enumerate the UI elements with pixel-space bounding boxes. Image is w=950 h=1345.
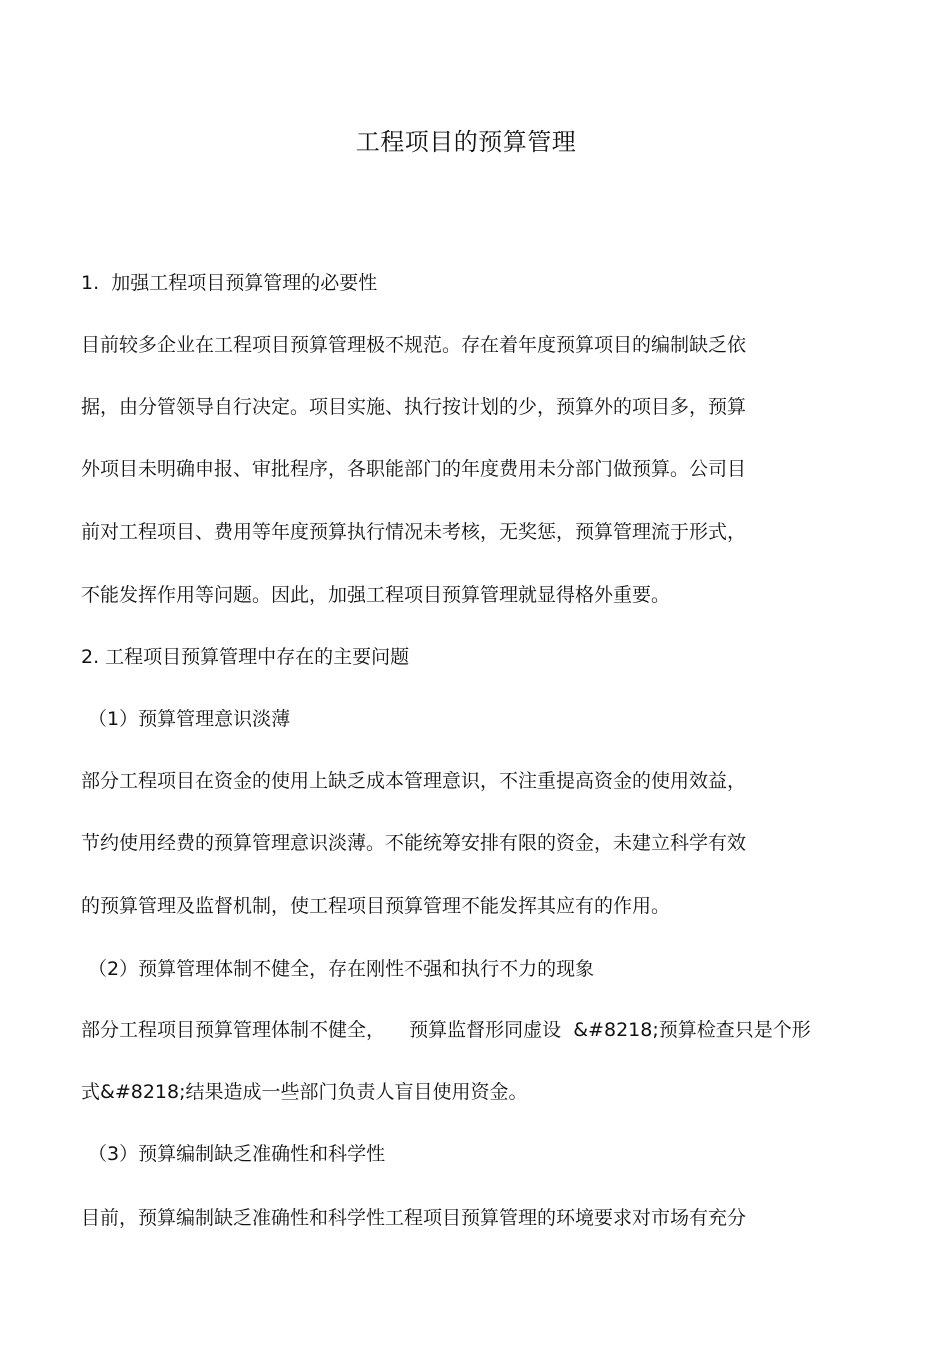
paragraph-line: 节约使用经费的预算管理意识淡薄。不能统筹安排有限的资金，未建立科学有效	[81, 832, 747, 854]
paragraph-line: 不能发挥作用等问题。因此，加强工程项目预算管理就显得格外重要。	[81, 584, 671, 606]
paragraph-line: 目前，预算编制缺乏准确性和科学性工程项目预算管理的环境要求对市场有充分	[81, 1207, 747, 1229]
paragraph-line: 的预算管理及监督机制，使工程项目预算管理不能发挥其应有的作用。	[81, 895, 671, 917]
paragraph-line: 前对工程项目、费用等年度预算执行情况未考核，无奖惩，预算管理流于形式，	[81, 521, 747, 543]
subsection-heading-1: （1）预算管理意识淡薄	[88, 708, 291, 730]
document-title: 工程项目的预算管理	[355, 128, 577, 156]
subsection-heading-3: （3）预算编制缺乏准确性和科学性	[88, 1143, 386, 1165]
section-heading-2: 2. 工程项目预算管理中存在的主要问题	[81, 646, 410, 668]
subsection-heading-2: （2）预算管理体制不健全，存在刚性不强和执行不力的现象	[88, 958, 595, 980]
paragraph-line: 外项目未明确申报、审批程序，各职能部门的年度费用未分部门做预算。公司目	[81, 458, 747, 480]
paragraph-line: 据，由分管领导自行决定。项目实施、执行按计划的少，预算外的项目多，预算	[81, 396, 747, 418]
section-heading-1: 1. 加强工程项目预算管理的必要性	[81, 272, 378, 294]
paragraph-line: 目前较多企业在工程项目预算管理极不规范。存在着年度预算项目的编制缺乏依	[81, 334, 747, 356]
paragraph-line: 式&#8218;结果造成一些部门负责人盲目使用资金。	[81, 1081, 528, 1103]
paragraph-line: 部分工程项目预算管理体制不健全， 预算监督形同虚设 &#8218;预算检查只是个形	[81, 1019, 811, 1041]
paragraph-line: 部分工程项目在资金的使用上缺乏成本管理意识，不注重提高资金的使用效益，	[81, 770, 747, 792]
